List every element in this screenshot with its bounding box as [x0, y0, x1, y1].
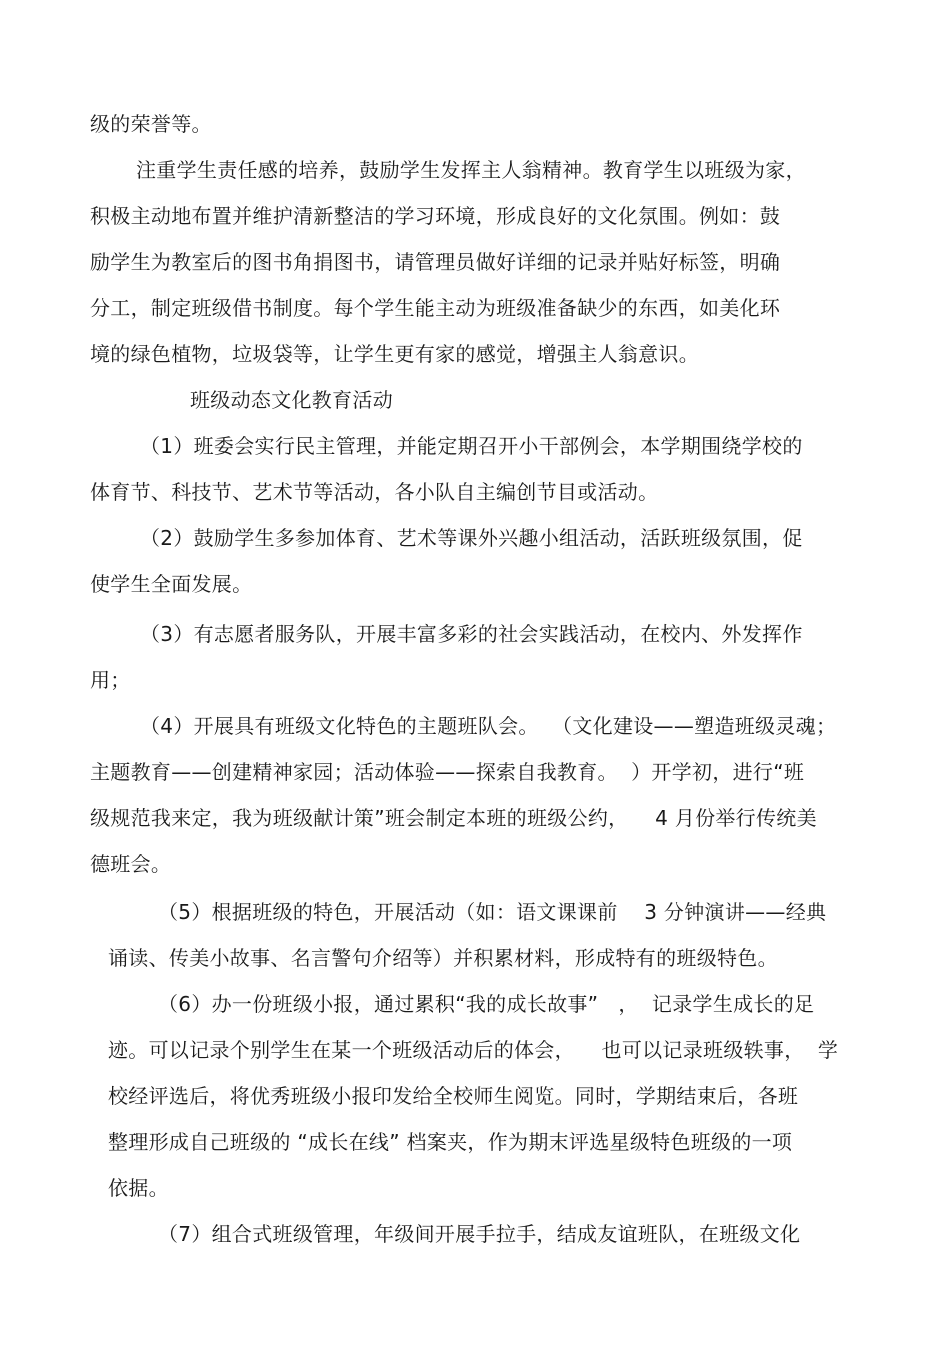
text-line: （1）班委会实行民主管理，并能定期召开小干部例会，本学期围绕学校的: [140, 434, 803, 458]
text-line: 注重学生责任感的培养，鼓励学生发挥主人翁精神。教育学生以班级为家，: [136, 158, 806, 182]
text-line: 用；: [90, 668, 131, 692]
text-line: （5）根据班级的特色，开展活动（如：语文课课前 3 分钟演讲——经典: [158, 900, 827, 924]
text-line: 迹。可以记录个别学生在某一个班级活动后的体会， 也可以记录班级轶事， 学: [108, 1038, 839, 1062]
text-line: 积极主动地布置并维护清新整洁的学习环境，形成良好的文化氛围。例如：鼓: [90, 204, 781, 228]
text-line: 境的绿色植物，垃圾袋等，让学生更有家的感觉，增强主人翁意识。: [90, 342, 699, 366]
text-line: 体育节、科技节、艺术节等活动，各小队自主编创节目或活动。: [90, 480, 659, 504]
section-heading: 班级动态文化教育活动: [190, 388, 393, 412]
text-line: 励学生为教室后的图书角捐图书，请管理员做好详细的记录并贴好标签，明确: [90, 250, 781, 274]
text-line: （3）有志愿者服务队，开展丰富多彩的社会实践活动，在校内、外发挥作: [140, 622, 803, 646]
text-line: 使学生全面发展。: [90, 572, 253, 596]
text-line: （7）组合式班级管理，年级间开展手拉手，结成友谊班队，在班级文化: [158, 1222, 801, 1246]
text-line: 分工，制定班级借书制度。每个学生能主动为班级准备缺少的东西，如美化环: [90, 296, 781, 320]
text-line: 主题教育——创建精神家园；活动体验——探索自我教育。 ）开学初，进行“班: [90, 760, 805, 784]
text-line: 整理形成自己班级的 “成长在线” 档案夹，作为期末评选星级特色班级的一项: [108, 1130, 793, 1154]
text-line: 诵读、传美小故事、名言警句介绍等）并积累材料，形成特有的班级特色。: [108, 946, 778, 970]
text-line: 级规范我来定，我为班级献计策”班会制定本班的班级公约， 4 月份举行传统美: [90, 806, 817, 830]
text-line: （2）鼓励学生多参加体育、艺术等课外兴趣小组活动，活跃班级氛围，促: [140, 526, 803, 550]
text-line: （4）开展具有班级文化特色的主题班队会。 （文化建设——塑造班级灵魂；: [140, 714, 837, 738]
text-line: 级的荣誉等。: [90, 112, 212, 136]
text-line: 依据。: [108, 1176, 169, 1200]
text-line: 德班会。: [90, 852, 172, 876]
text-line: （6）办一份班级小报，通过累积“我的成长故事” ， 记录学生成长的足: [158, 992, 815, 1016]
text-line: 校经评选后，将优秀班级小报印发给全校师生阅览。同时，学期结束后，各班: [108, 1084, 799, 1108]
